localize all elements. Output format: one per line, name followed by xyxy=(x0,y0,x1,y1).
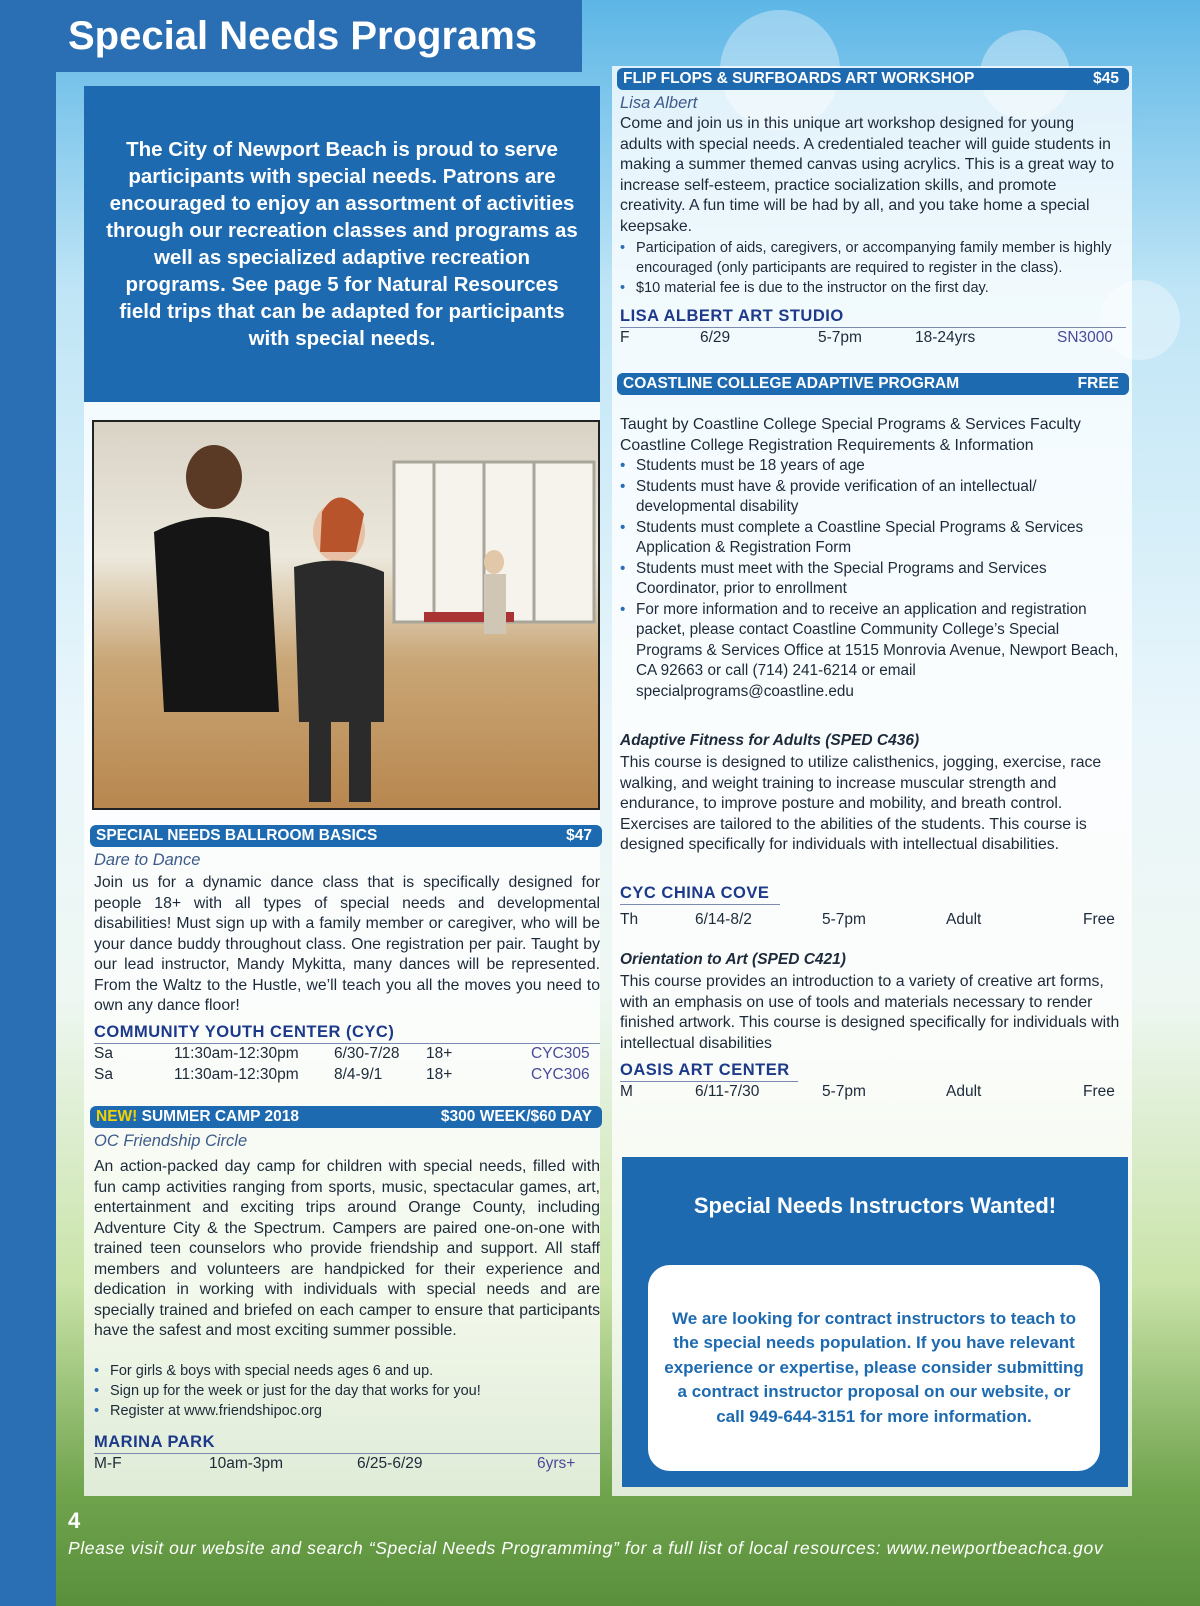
flipflops-location-rule xyxy=(620,327,1126,328)
flipflops-header xyxy=(617,68,1129,90)
coastline-bullets xyxy=(620,456,1120,702)
camp-session-dates: 6/25-6/29 xyxy=(357,1455,423,1472)
fitness-session-day: Th xyxy=(620,911,639,928)
art-session-fee: Free xyxy=(1083,1083,1115,1100)
ballroom-session-code-2[interactable]: CYC306 xyxy=(531,1066,590,1083)
camp-description: An action-packed day camp for children with special needs, filled with fun camp activities ranging from sports, music, spectacular games, art, entertainment and exciting trips around Orange County, including Adventure City & the Spectrum. Campers are paired one-on-one with trained teen counselors who provide friendship and support. All staff members and volunteers are handpicked for their experience and dedication in working with individuals with special needs and are specially trained and briefed on each camper to ensure that participants have the safest and most exciting summer possible. xyxy=(94,1158,600,1339)
ballroom-title: SPECIAL NEEDS BALLROOM BASICS xyxy=(96,827,378,844)
ballroom-session-dates-2: 8/4-9/1 xyxy=(334,1066,383,1083)
camp-price: $300 WEEK/$60 DAY xyxy=(440,1108,592,1125)
intro-text: The City of Newport Beach is proud to serve participants with special needs. Patrons are encouraged to enjoy an assortment of activities through our recreation classes and programs as well as specialized adaptive recreation programs. See page 5 for Natural Resources field trips that can be adapted for participants with special needs. xyxy=(106,138,578,350)
flipflops-session-code[interactable]: SN3000 xyxy=(1057,329,1114,346)
flipflops-instructor: Lisa Albert xyxy=(620,94,698,112)
camp-bullet: • For girls & boys with special needs ages 6 and up. xyxy=(94,1361,600,1381)
ballroom-header xyxy=(90,825,602,847)
left-accent-bar xyxy=(0,0,56,1606)
ballroom-session-age-2: 18+ xyxy=(426,1066,453,1083)
instructors-wanted-text: We are looking for contract instructors to teach to the special needs population. If you have relevant experience or expertise, please consider submitting a contract instructor proposal on our website, or call 949-644-3151 for more information. xyxy=(664,1308,1084,1426)
art-title: Orientation to Art (SPED C421) xyxy=(620,951,846,968)
art-session-dates: 6/11-7/30 xyxy=(695,1083,760,1100)
ballroom-session-day-1: Sa xyxy=(94,1045,113,1062)
flipflops-bullets xyxy=(620,238,1130,298)
flipflops-description: Come and join us in this unique art workshop designed for young adults with special needs. A credentialed teacher will guide students in making a summer themed canvas using acrylics. This is a great way to increase self-esteem, practice socialization skills, and promote creativity. A fun time will be had by all, and you take home a special keepsake. xyxy=(620,115,1114,235)
art-description: This course provides an introduction to a variety of creative art forms, with an emphasis on use of tools and materials necessary to render finished artwork. This course is designed specifically for individuals with intellectual disabilities xyxy=(620,973,1120,1052)
instructors-wanted-box xyxy=(622,1157,1128,1487)
camp-session-time: 10am-3pm xyxy=(209,1455,284,1472)
instructors-wanted-title: Special Needs Instructors Wanted! xyxy=(693,1193,1057,1218)
camp-location: MARINA PARK xyxy=(94,1433,215,1451)
flipflops-title: FLIP FLOPS & SURFBOARDS ART WORKSHOP xyxy=(623,70,975,87)
flipflops-location: LISA ALBERT ART STUDIO xyxy=(620,307,844,325)
camp-location-rule xyxy=(94,1453,600,1454)
flipflops-bullet: • Participation of aids, caregivers, or accompanying family member is highly encouraged (only participants are required to register in the class). xyxy=(620,238,1130,278)
fitness-session-dates: 6/14-8/2 xyxy=(695,911,752,928)
fitness-session-time: 5-7pm xyxy=(822,911,866,928)
fitness-location: CYC CHINA COVE xyxy=(620,884,770,902)
dance-photo-illustration xyxy=(94,422,598,808)
fitness-description: This course is designed to utilize calisthenics, jogging, exercise, race walking, and weight training to increase muscular strength and endurance, to improve posture and mobility, and breath control. Exercises are tailored to the abilities of the students. This course is designed specifically for individuals with intellectual disabilities. xyxy=(620,754,1102,853)
page-number: 4 xyxy=(68,1508,81,1533)
flipflops-session-dates: 6/29 xyxy=(700,329,731,346)
ballroom-description: Join us for a dynamic dance class that is specifically designed for people 18+ with all types of special needs and developmental disabilities! Must sign up with a family member or caregiver, who will be your dance buddy throughout class. One registration per pair. Taught by our lead instructor, Mandy Mykitta, many dances will be represented. From the Waltz to the Hustle, we’ll teach you all the moves you need to own any dance floor! xyxy=(94,874,600,1014)
coastline-bullet: • Students must be 18 years of age xyxy=(620,456,1120,477)
page-title: Special Needs Programs xyxy=(68,14,538,58)
camp-bullet[interactable]: • Register at www.friendshipoc.org xyxy=(94,1401,600,1421)
ballroom-session-day-2: Sa xyxy=(94,1066,113,1083)
ballroom-price: $47 xyxy=(566,827,592,844)
coastline-bullet: • Students must complete a Coastline Special Programs & Services Application & Registration Form xyxy=(620,518,1120,559)
fitness-title: Adaptive Fitness for Adults (SPED C436) xyxy=(620,732,920,749)
instructors-wanted-card xyxy=(648,1265,1100,1471)
fitness-location-rule xyxy=(620,904,780,905)
camp-instructor: OC Friendship Circle xyxy=(94,1132,248,1150)
camp-session-day: M-F xyxy=(94,1455,122,1472)
camp-session-age: 6yrs+ xyxy=(537,1455,576,1472)
coastline-header xyxy=(617,373,1129,395)
art-session-day: M xyxy=(620,1083,633,1100)
coastline-bullet: • Students must meet with the Special Programs and Services Coordinator, prior to enrollment xyxy=(620,559,1120,600)
camp-title: SUMMER CAMP 2018 xyxy=(141,1108,299,1125)
coastline-intro-2: Coastline College Registration Requirements & Information xyxy=(620,437,1034,454)
flipflops-session-day: F xyxy=(620,329,630,346)
ballroom-session-time-2: 11:30am-12:30pm xyxy=(174,1066,299,1083)
dance-photo xyxy=(92,420,600,810)
coastline-title: COASTLINE COLLEGE ADAPTIVE PROGRAM xyxy=(623,375,960,392)
ballroom-instructor: Dare to Dance xyxy=(94,851,201,869)
flipflops-session-age: 18-24yrs xyxy=(915,329,976,346)
fitness-session-fee: Free xyxy=(1083,911,1115,928)
ballroom-session-time-1: 11:30am-12:30pm xyxy=(174,1045,299,1062)
fitness-session-age: Adult xyxy=(946,911,982,928)
ballroom-location-rule xyxy=(94,1043,600,1044)
coastline-price: FREE xyxy=(1077,375,1119,392)
art-location-rule xyxy=(620,1081,798,1082)
coastline-bullet: • For more information and to receive an application and registration packet, please contact Coastline Community College’s Special Programs & Services Office at 1515 Monrovia Avenue, Newport Beach, CA 92663 or call (714) 241-6214 or email specialprograms@coastline.edu xyxy=(620,600,1120,703)
ballroom-session-code-1[interactable]: CYC305 xyxy=(531,1045,590,1062)
flipflops-session-time: 5-7pm xyxy=(818,329,862,346)
art-location: OASIS ART CENTER xyxy=(620,1061,790,1079)
page-footer: Please visit our website and search “Special Needs Programming” for a full list of local resources: www.newportbeachca.gov xyxy=(68,1538,1104,1558)
camp-bullets xyxy=(94,1361,600,1421)
ballroom-session-age-1: 18+ xyxy=(426,1045,453,1062)
camp-header xyxy=(90,1106,602,1128)
coastline-intro-1: Taught by Coastline College Special Programs & Services Faculty xyxy=(620,416,1081,433)
camp-new-badge: NEW! xyxy=(96,1108,138,1125)
art-session-time: 5-7pm xyxy=(822,1083,866,1100)
ballroom-location: COMMUNITY YOUTH CENTER (CYC) xyxy=(94,1023,395,1041)
camp-bullet: • Sign up for the week or just for the day that works for you! xyxy=(94,1381,600,1401)
coastline-bullet: • Students must have & provide verification of an intellectual/ developmental disability xyxy=(620,477,1120,518)
intro-box xyxy=(84,86,600,402)
flipflops-bullet: • $10 material fee is due to the instructor on the first day. xyxy=(620,278,1130,298)
flipflops-price: $45 xyxy=(1093,70,1119,87)
art-session-age: Adult xyxy=(946,1083,982,1100)
ballroom-session-dates-1: 6/30-7/28 xyxy=(334,1045,400,1062)
